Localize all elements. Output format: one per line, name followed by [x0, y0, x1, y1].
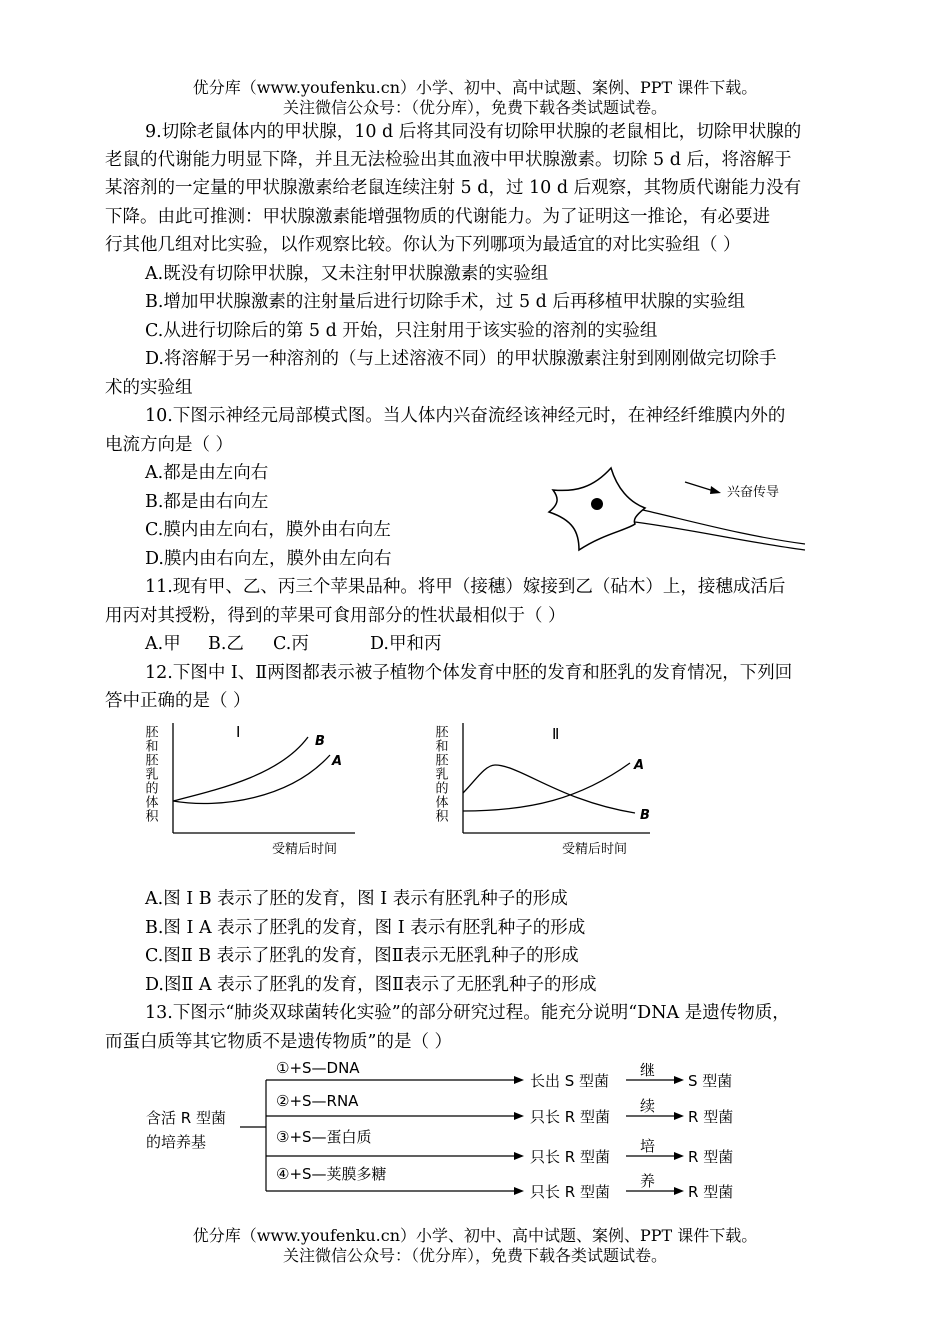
final-result-2: R 型菌: [688, 1108, 734, 1126]
q9-line-4: 下降。由此可推测：甲状腺激素能增强物质的代谢能力。为了证明这一推论，有必要进: [105, 207, 770, 227]
culture-arrow-1-head: [674, 1076, 684, 1084]
q12-option-b: B.图 I A 表示了胚乳的发育，图 I 表示有胚乳种子的形成: [145, 918, 586, 938]
footer-line-2: 关注微信公众号：（优分库），免费下载各类试题试卷。: [282, 1246, 667, 1265]
q9-line-2: 老鼠的代谢能力明显下降，并且无法检验出其血液中甲状腺激素。切除 5 d 后，将溶解于: [105, 150, 792, 170]
q10-option-b: B.都是由右向左: [145, 492, 269, 512]
header-line-2: 关注微信公众号：（优分库），免费下载各类试题试卷。: [282, 98, 667, 117]
q10-option-d: D.膜内由右向左，膜外由左向右: [145, 549, 392, 569]
branch-3-result: 只长 R 型菌: [530, 1148, 610, 1166]
transformation-diagram: [140, 1055, 780, 1205]
branch-2-result: 只长 R 型菌: [530, 1108, 610, 1126]
q9-option-d-line-2: 术的实验组: [105, 378, 193, 398]
final-result-4: R 型菌: [688, 1183, 734, 1201]
branch-4-result: 只长 R 型菌: [530, 1183, 610, 1201]
q9-line-5: 行其他几组对比实验，以作观察比较。你认为下列哪项为最适宜的对比实验组（ ）: [105, 235, 741, 255]
culture-char-1: 继: [640, 1061, 656, 1079]
q9-option-a: A.既没有切除甲状腺，又未注射甲状腺激素的实验组: [145, 264, 549, 284]
culture-arrow-2-head: [674, 1112, 684, 1120]
axon-lower-line: [635, 522, 805, 550]
conduction-label: 兴奋传导: [727, 485, 780, 500]
chart-i-curve-b: [173, 737, 308, 801]
chart-ii-ylabel: 胚和胚乳的体积: [432, 725, 448, 823]
header-line-1: 优分库（www.youfenku.cn）小学、初中、高中试题、案例、PPT 课件下载。: [192, 78, 758, 97]
chart-ii-title: Ⅱ: [552, 725, 560, 743]
q12-option-c: C.图Ⅱ B 表示了胚乳的发育，图Ⅱ表示无胚乳种子的形成: [145, 946, 579, 966]
branch-2-label: ②+S—RNA: [276, 1092, 359, 1110]
branch-1-label: ①+S—DNA: [276, 1059, 360, 1077]
q13-line-2: 而蛋白质等其它物质不是遗传物质”的是（ ）: [105, 1032, 453, 1052]
final-result-3: R 型菌: [688, 1148, 734, 1166]
q9-line-1: 9.切除老鼠体内的甲状腺，10 d 后将其同没有切除甲状腺的老鼠相比，切除甲状腺的: [145, 122, 802, 142]
q10-option-a: A.都是由左向右: [145, 463, 269, 483]
culture-arrow-3-head: [674, 1152, 684, 1160]
chart-ii-curve-rising: [463, 763, 630, 811]
culture-char-3: 培: [640, 1137, 656, 1155]
chart-i: [140, 715, 370, 860]
q13-line-1: 13.下图示“肺炎双球菌转化实验”的部分研究过程。能充分说明“DNA 是遗传物质，: [145, 1003, 790, 1023]
chart-i-label-a: A: [332, 754, 343, 769]
chart-ii-label-a: A: [634, 758, 645, 773]
culture-char-2: 续: [640, 1097, 656, 1115]
q10-line-2: 电流方向是（ ）: [105, 435, 234, 455]
q11-option-b: B.乙: [208, 634, 244, 654]
footer-line-1: 优分库（www.youfenku.cn）小学、初中、高中试题、案例、PPT 课件下载。: [192, 1226, 758, 1245]
chart-ii: [430, 715, 670, 860]
q12-line-1: 12.下图中 I、Ⅱ两图都表示被子植物个体发育中胚的发育和胚乳的发育情况，下列回: [145, 663, 793, 683]
q11-line-2: 用丙对其授粉，得到的苹果可食用部分的性状最相似于（ ）: [105, 606, 566, 626]
branch-1-arrow: [514, 1076, 524, 1084]
medium-label-line-1: 含活 R 型菌: [146, 1109, 226, 1127]
chart-i-curve-a: [173, 755, 330, 804]
q9-option-d-line-1: D.将溶解于另一种溶剂的（与上述溶液不同）的甲状腺激素注射到刚刚做完切除手: [145, 349, 777, 369]
q10-option-c: C.膜内由左向右，膜外由右向左: [145, 520, 391, 540]
chart-i-ylabel: 胚和胚乳的体积: [142, 725, 158, 823]
chart-i-xlabel: 受精后时间: [272, 842, 338, 857]
neuron-diagram: [545, 462, 815, 562]
q11-option-d: D.甲和丙: [370, 634, 442, 654]
branch-1-result: 长出 S 型菌: [530, 1072, 610, 1090]
q9-line-3: 某溶剂的一定量的甲状腺激素给老鼠连续注射 5 d，过 10 d 后观察，其物质代谢能力没有: [105, 178, 802, 198]
branch-2-arrow: [514, 1112, 524, 1120]
q10-line-1: 10.下图示神经元局部模式图。当人体内兴奋流经该神经元时，在神经纤维膜内外的: [145, 406, 786, 426]
q11-option-c: C.丙: [273, 634, 309, 654]
branch-4-label: ④+S—荚膜多糖: [276, 1165, 387, 1183]
chart-i-label-b: B: [315, 734, 325, 749]
q9-option-c: C.从进行切除后的第 5 d 开始，只注射用于该实验的溶剂的实验组: [145, 321, 658, 341]
culture-arrow-4-head: [674, 1187, 684, 1195]
branch-3-arrow: [514, 1152, 524, 1160]
medium-label-line-2: 的培养基: [146, 1133, 207, 1151]
branch-3-label: ③+S—蛋白质: [276, 1128, 372, 1146]
q9-option-b: B.增加甲状腺激素的注射量后进行切除手术，过 5 d 后再移植甲状腺的实验组: [145, 292, 745, 312]
q11-line-1: 11.现有甲、乙、丙三个苹果品种。将甲（接穗）嫁接到乙（砧木）上，接穗成活后: [145, 577, 786, 597]
q12-line-2: 答中正确的是（ ）: [105, 691, 251, 711]
q12-option-a: A.图 I B 表示了胚的发育，图 I 表示有胚乳种子的形成: [145, 889, 568, 909]
chart-i-title: I: [236, 723, 241, 741]
chart-ii-curve-hump: [463, 765, 635, 813]
culture-char-4: 养: [640, 1172, 656, 1190]
final-result-1: S 型菌: [688, 1072, 733, 1090]
branch-4-arrow: [514, 1187, 524, 1195]
neuron-nucleus: [591, 498, 603, 510]
q12-option-d: D.图Ⅱ A 表示了胚乳的发育，图Ⅱ表示了无胚乳种子的形成: [145, 975, 597, 995]
chart-ii-xlabel: 受精后时间: [562, 842, 628, 857]
q11-option-a: A.甲: [145, 634, 181, 654]
chart-ii-label-b: B: [640, 808, 650, 823]
conduction-arrow-head: [710, 486, 721, 494]
